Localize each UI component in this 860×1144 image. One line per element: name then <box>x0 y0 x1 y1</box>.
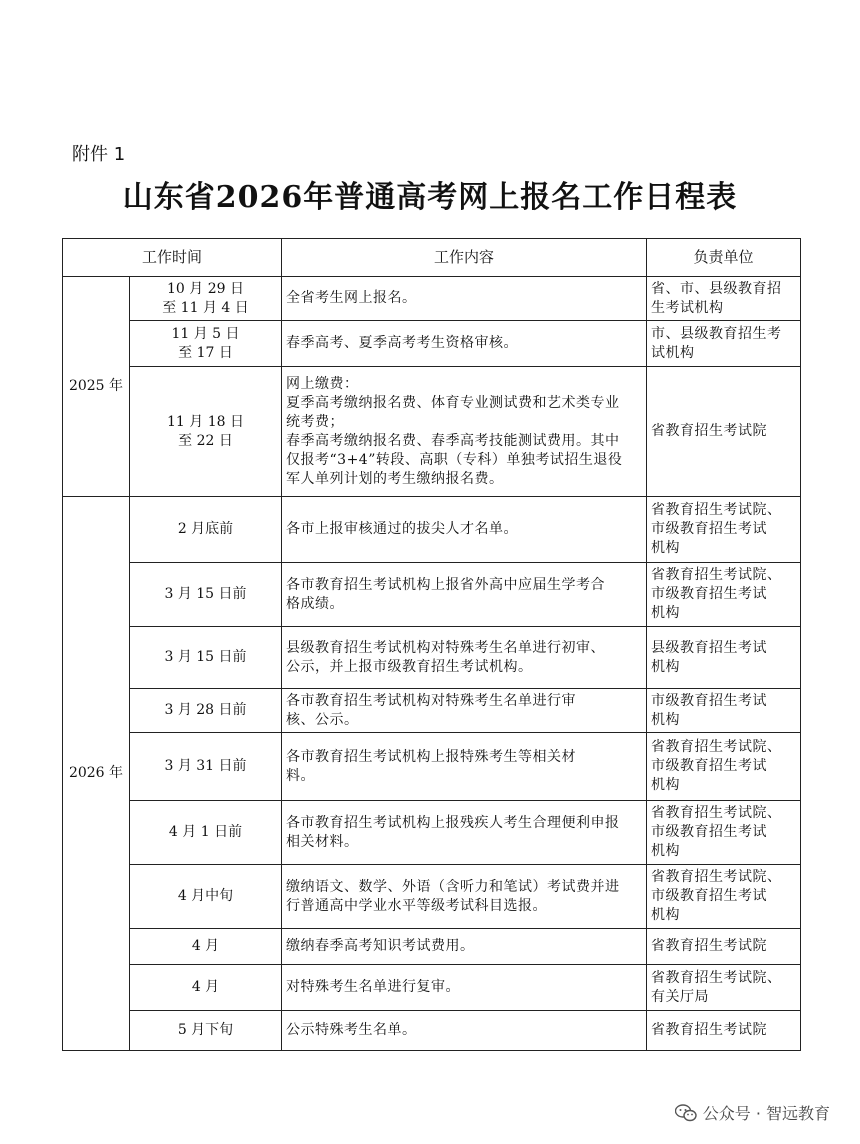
time-cell <box>130 497 282 563</box>
unit-line: 机构 <box>651 843 681 859</box>
unit-cell <box>647 929 801 965</box>
time-text: 4 月 1 日前 <box>168 824 243 840</box>
content-cell <box>282 627 647 689</box>
unit-cell <box>647 865 801 929</box>
time-cell <box>130 689 282 733</box>
unit-line: 生考试机构 <box>651 299 724 316</box>
schedule-table <box>62 238 801 1051</box>
unit-cell <box>647 1011 801 1051</box>
unit-cell <box>647 627 801 689</box>
watermark-text: 公众号 · 智远教育 <box>702 1104 830 1123</box>
unit-line: 市级教育招生考试 <box>651 888 768 904</box>
unit-line: 省教育招生考试院、 <box>651 969 782 986</box>
table-row <box>63 627 801 689</box>
unit-line: 省教育招生考试院、 <box>651 567 782 583</box>
content-cell <box>282 321 647 367</box>
content-line: 各市教育招生考试机构上报残疾人考生合理便利申报 <box>286 814 620 831</box>
unit-cell <box>647 497 801 563</box>
time-text: 11 月 5 日 <box>171 325 240 342</box>
unit-line: 试机构 <box>651 344 695 361</box>
year-cell: 2025 年 <box>63 277 130 497</box>
time-text: 2 月底前 <box>177 521 234 537</box>
unit-line: 市级教育招生考试 <box>651 692 768 709</box>
content-line: 仅报考“3+4”转段、高职（专科）单独考试招生退役 <box>286 451 623 468</box>
unit-line: 省、市、县级教育招 <box>651 280 782 297</box>
time-text: 4 月中旬 <box>177 888 234 904</box>
content-line: 全省考生网上报名。 <box>286 290 417 306</box>
content-cell <box>282 367 647 497</box>
unit-line: 市级教育招生考试 <box>651 521 768 537</box>
time-cell <box>130 801 282 865</box>
table-row <box>63 801 801 865</box>
unit-line: 机构 <box>651 540 681 556</box>
header-unit: 负责单位 <box>647 239 801 277</box>
unit-cell <box>647 277 801 321</box>
table-row <box>63 965 801 1011</box>
table-row <box>63 563 801 627</box>
content-cell <box>282 965 647 1011</box>
time-text: 3 月 15 日前 <box>164 586 247 602</box>
unit-cell <box>647 965 801 1011</box>
attachment-label: 附件 1 <box>72 144 126 165</box>
time-cell <box>130 865 282 929</box>
table-row <box>63 689 801 733</box>
content-cell <box>282 801 647 865</box>
content-line: 各市上报审核通过的拔尖人才名单。 <box>286 521 519 537</box>
header-content: 工作内容 <box>282 239 647 277</box>
unit-line: 机构 <box>651 605 681 621</box>
time-text: 4 月 <box>191 938 220 954</box>
content-cell <box>282 689 647 733</box>
unit-line: 市、县级教育招生考 <box>651 325 782 342</box>
time-text: 3 月 15 日前 <box>164 649 247 665</box>
unit-line: 省教育招生考试院、 <box>651 869 782 885</box>
time-cell <box>130 733 282 801</box>
time-cell <box>130 367 282 497</box>
table-row <box>63 497 801 563</box>
time-text: 11 月 18 日 <box>167 413 244 430</box>
content-line: 格成绩。 <box>286 595 345 612</box>
content-line: 缴纳春季高考知识考试费用。 <box>286 938 475 954</box>
watermark <box>675 1101 830 1124</box>
time-text: 至 22 日 <box>178 432 233 449</box>
content-line: 缴纳语文、数学、外语（含听力和笔试）考试费并进 <box>286 878 620 895</box>
time-text: 3 月 31 日前 <box>164 758 247 774</box>
time-cell <box>130 929 282 965</box>
unit-cell <box>647 733 801 801</box>
header-time: 工作时间 <box>63 239 282 277</box>
content-line: 各市教育招生考试机构上报省外高中应届生学考合 <box>286 576 606 593</box>
time-cell <box>130 627 282 689</box>
content-cell <box>282 277 647 321</box>
unit-cell <box>647 801 801 865</box>
time-cell <box>130 277 282 321</box>
content-line: 对特殊考生名单进行复审。 <box>286 979 461 995</box>
time-cell <box>130 563 282 627</box>
table-row <box>63 865 801 929</box>
table-row <box>63 929 801 965</box>
content-line: 夏季高考缴纳报名费、体育专业测试费和艺术类专业 <box>286 394 620 411</box>
content-line: 军人单列计划的考生缴纳报名费。 <box>286 470 504 487</box>
content-cell <box>282 929 647 965</box>
time-cell <box>130 965 282 1011</box>
unit-line: 省教育招生考试院 <box>651 938 768 954</box>
content-cell <box>282 1011 647 1051</box>
unit-line: 机构 <box>651 777 681 793</box>
table-header-row <box>63 239 801 277</box>
unit-line: 省教育招生考试院、 <box>651 805 782 821</box>
time-text: 3 月 28 日前 <box>164 702 247 718</box>
table-row <box>63 321 801 367</box>
time-text: 至 11 月 4 日 <box>162 299 249 316</box>
content-line: 县级教育招生考试机构对特殊考生名单进行初审、 <box>286 639 606 656</box>
content-cell <box>282 497 647 563</box>
year-cell: 2026 年 <box>63 497 130 1051</box>
unit-line: 县级教育招生考试 <box>651 639 768 656</box>
unit-line: 机构 <box>651 711 681 728</box>
unit-cell <box>647 367 801 497</box>
unit-cell <box>647 321 801 367</box>
content-line: 春季高考缴纳报名费、春季高考技能测试费用。其中 <box>286 432 620 449</box>
content-line: 核、公示。 <box>286 711 359 728</box>
unit-cell <box>647 689 801 733</box>
unit-cell <box>647 563 801 627</box>
content-line: 公示特殊考生名单。 <box>286 1022 417 1038</box>
time-text: 5 月下旬 <box>177 1022 234 1038</box>
unit-line: 省教育招生考试院 <box>651 423 768 439</box>
content-line: 网上缴费： <box>286 375 359 392</box>
time-text: 10 月 29 日 <box>167 280 244 297</box>
unit-line: 省教育招生考试院、 <box>651 502 782 518</box>
content-line: 各市教育招生考试机构对特殊考生名单进行审 <box>286 692 577 709</box>
content-cell <box>282 563 647 627</box>
time-text: 4 月 <box>191 979 220 995</box>
content-cell <box>282 733 647 801</box>
content-line: 相关材料。 <box>286 833 359 850</box>
unit-line: 省教育招生考试院 <box>651 1022 768 1038</box>
table-row <box>63 367 801 497</box>
page-title: 山东省2026年普通高考网上报名工作日程表 <box>122 180 738 215</box>
time-text: 至 17 日 <box>178 344 233 361</box>
content-line: 各市教育招生考试机构上报特殊考生等相关材 <box>286 748 577 765</box>
table-row <box>63 1011 801 1051</box>
unit-line: 有关厅局 <box>651 988 710 1005</box>
content-line: 春季高考、夏季高考考生资格审核。 <box>286 335 519 351</box>
content-line: 统考费； <box>286 413 345 430</box>
unit-line: 省教育招生考试院、 <box>651 739 782 755</box>
content-line: 料。 <box>286 767 316 784</box>
unit-line: 市级教育招生考试 <box>651 758 768 774</box>
content-line: 公示，并上报市级教育招生考试机构。 <box>286 658 533 675</box>
wechat-icon <box>675 1104 697 1122</box>
unit-line: 市级教育招生考试 <box>651 824 768 840</box>
table-row <box>63 733 801 801</box>
content-line: 行普通高中学业水平等级考试科目选报。 <box>286 897 548 914</box>
table-row <box>63 277 801 321</box>
time-cell <box>130 321 282 367</box>
unit-line: 机构 <box>651 907 681 923</box>
unit-line: 机构 <box>651 658 681 675</box>
unit-line: 市级教育招生考试 <box>651 586 768 602</box>
content-cell <box>282 865 647 929</box>
time-cell <box>130 1011 282 1051</box>
